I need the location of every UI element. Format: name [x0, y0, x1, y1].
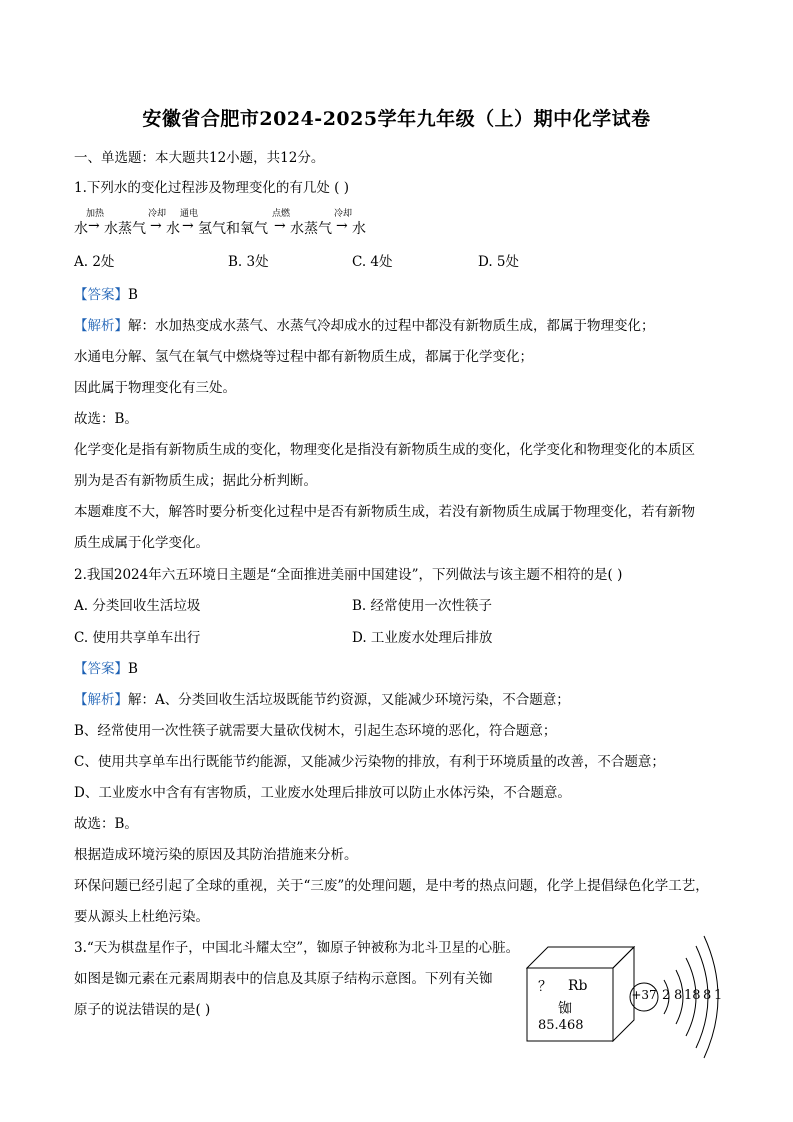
- q1-option-b: B. 3处: [228, 254, 269, 270]
- atom-structure-diagram: [624, 932, 724, 1062]
- q2-analysis-6: 根据造成环境污染的原因及其防治措施来分析。: [74, 847, 358, 863]
- q2-analysis-7: 环保问题已经引起了全球的重视，关于“三废”的处理问题，是中考的热点问题，化学上提倡绿色化学工艺，: [74, 878, 709, 894]
- answer-tag: 【答案】: [74, 661, 128, 677]
- q2-analysis-5: 故选：B。: [74, 816, 138, 832]
- analysis-tag: 【解析】: [74, 692, 128, 708]
- chain-condition-4: 点燃: [272, 209, 291, 219]
- q1-analysis-6: 别为是否有新物质生成；据此分析判断。: [74, 473, 317, 489]
- chain-step-2: 水蒸气: [104, 221, 146, 237]
- chain-step-4: 氢气和氧气: [198, 221, 268, 237]
- answer-value: B: [128, 661, 138, 677]
- arrow-icon: →: [274, 218, 286, 234]
- answer-tag: 【答案】: [74, 287, 128, 303]
- q2-analysis-1: [74, 688, 570, 708]
- shell-electrons-1: 2: [662, 988, 671, 1003]
- q1-analysis-2: 水通电分解、氢气在氧气中燃烧等过程中都有新物质生成，都属于化学变化；: [74, 349, 533, 365]
- chain-step-6: 水: [352, 221, 366, 237]
- q3-stem-3: 原子的说法错误的是( ): [74, 1002, 211, 1018]
- q2-stem: 2.我国2024年六五环境日主题是“全面推进美丽中国建设”，下列做法与该主题不相符的是( ): [74, 567, 623, 583]
- q1-analysis-5: 化学变化是指有新物质生成的变化，物理变化是指没有新物质生成的变化，化学变化和物理变化的本质区: [74, 442, 695, 458]
- atomic-mass: 85.468: [538, 1018, 584, 1033]
- q2-analysis-3: C、使用共享单车出行既能节约能源，又能减少污染物的排放，有利于环境质量的改善，不合题意；: [74, 754, 665, 770]
- q1-answer: [74, 283, 138, 303]
- q2-option-c: C. 使用共享单车出行: [74, 630, 201, 646]
- q2-option-b: B. 经常使用一次性筷子: [352, 598, 493, 614]
- chain-condition-5: 冷却: [334, 209, 353, 219]
- q2-option-d: D. 工业废水处理后排放: [352, 630, 493, 646]
- q1-analysis-1: [74, 314, 655, 334]
- q2-option-a: A. 分类回收生活垃圾: [74, 598, 201, 614]
- shell-electrons-2: 8: [674, 988, 683, 1003]
- chain-step-5: 水蒸气: [290, 221, 332, 237]
- shell-electrons-4: 8: [703, 988, 712, 1003]
- analysis-tag: 【解析】: [74, 318, 128, 334]
- q1-option-d: D. 5处: [478, 254, 520, 270]
- atomic-number: ？: [538, 979, 552, 995]
- chain-condition-2: 冷却: [148, 209, 167, 219]
- chain-condition-3: 通电: [180, 209, 199, 219]
- q1-analysis-3: 因此属于物理变化有三处。: [74, 380, 236, 396]
- q1-analysis-7: 本题难度不大，解答时要分析变化过程中是否有新物质生成，若没有新物质生成属于物理变化，若有新物: [74, 504, 695, 520]
- q1-option-c: C. 4处: [352, 254, 393, 270]
- analysis-text: 解：水加热变成水蒸气、水蒸气冷却成水的过程中都没有新物质生成，都属于物理变化；: [128, 318, 655, 334]
- q2-answer: [74, 657, 138, 677]
- arrow-icon: →: [336, 218, 348, 234]
- q1-analysis-4: 故选：B。: [74, 411, 138, 427]
- element-symbol: Rb: [568, 978, 588, 994]
- nucleus-charge: +37: [631, 988, 657, 1002]
- element-cell: [526, 946, 636, 1042]
- arrow-icon: →: [88, 218, 100, 234]
- q2-analysis-4: D、工业废水中含有有害物质，工业废水处理后排放可以防止水体污染，不合题意。: [74, 785, 571, 801]
- arrow-icon: →: [182, 218, 194, 234]
- q2-analysis-2: B、经常使用一次性筷子就需要大量砍伐树木，引起生态环境的恶化，符合题意；: [74, 723, 557, 739]
- section-heading: 一、单选题：本大题共12小题，共12分。: [74, 150, 325, 166]
- shell-electrons-5: 1: [714, 988, 723, 1003]
- q2-analysis-8: 要从源头上杜绝污染。: [74, 909, 209, 925]
- q3-stem-1: 3.“天为棋盘星作子，中国北斗耀太空”，铷原子钟被称为北斗卫星的心脏。: [74, 940, 520, 956]
- analysis-text: 解：A、分类回收生活垃圾既能节约资源，又能减少环境污染，不合题意；: [128, 692, 570, 708]
- q1-analysis-8: 质生成属于化学变化。: [74, 535, 209, 551]
- answer-value: B: [128, 287, 138, 303]
- q1-stem: 1.下列水的变化过程涉及物理变化的有几处 ( ): [74, 180, 349, 196]
- q3-stem-2: 如图是铷元素在元素周期表中的信息及其原子结构示意图。下列有关铷: [74, 971, 493, 987]
- arrow-icon: →: [150, 218, 162, 234]
- chain-step-1: 水: [74, 221, 88, 237]
- page-title: 安徽省合肥市2024-2025学年九年级（上）期中化学试卷: [142, 108, 651, 130]
- element-name: 铷: [558, 1001, 572, 1017]
- chain-condition-1: 加热: [86, 209, 105, 219]
- shell-electrons-3: 18: [684, 988, 701, 1003]
- q1-option-a: A. 2处: [74, 254, 115, 270]
- chain-step-3: 水: [166, 221, 180, 237]
